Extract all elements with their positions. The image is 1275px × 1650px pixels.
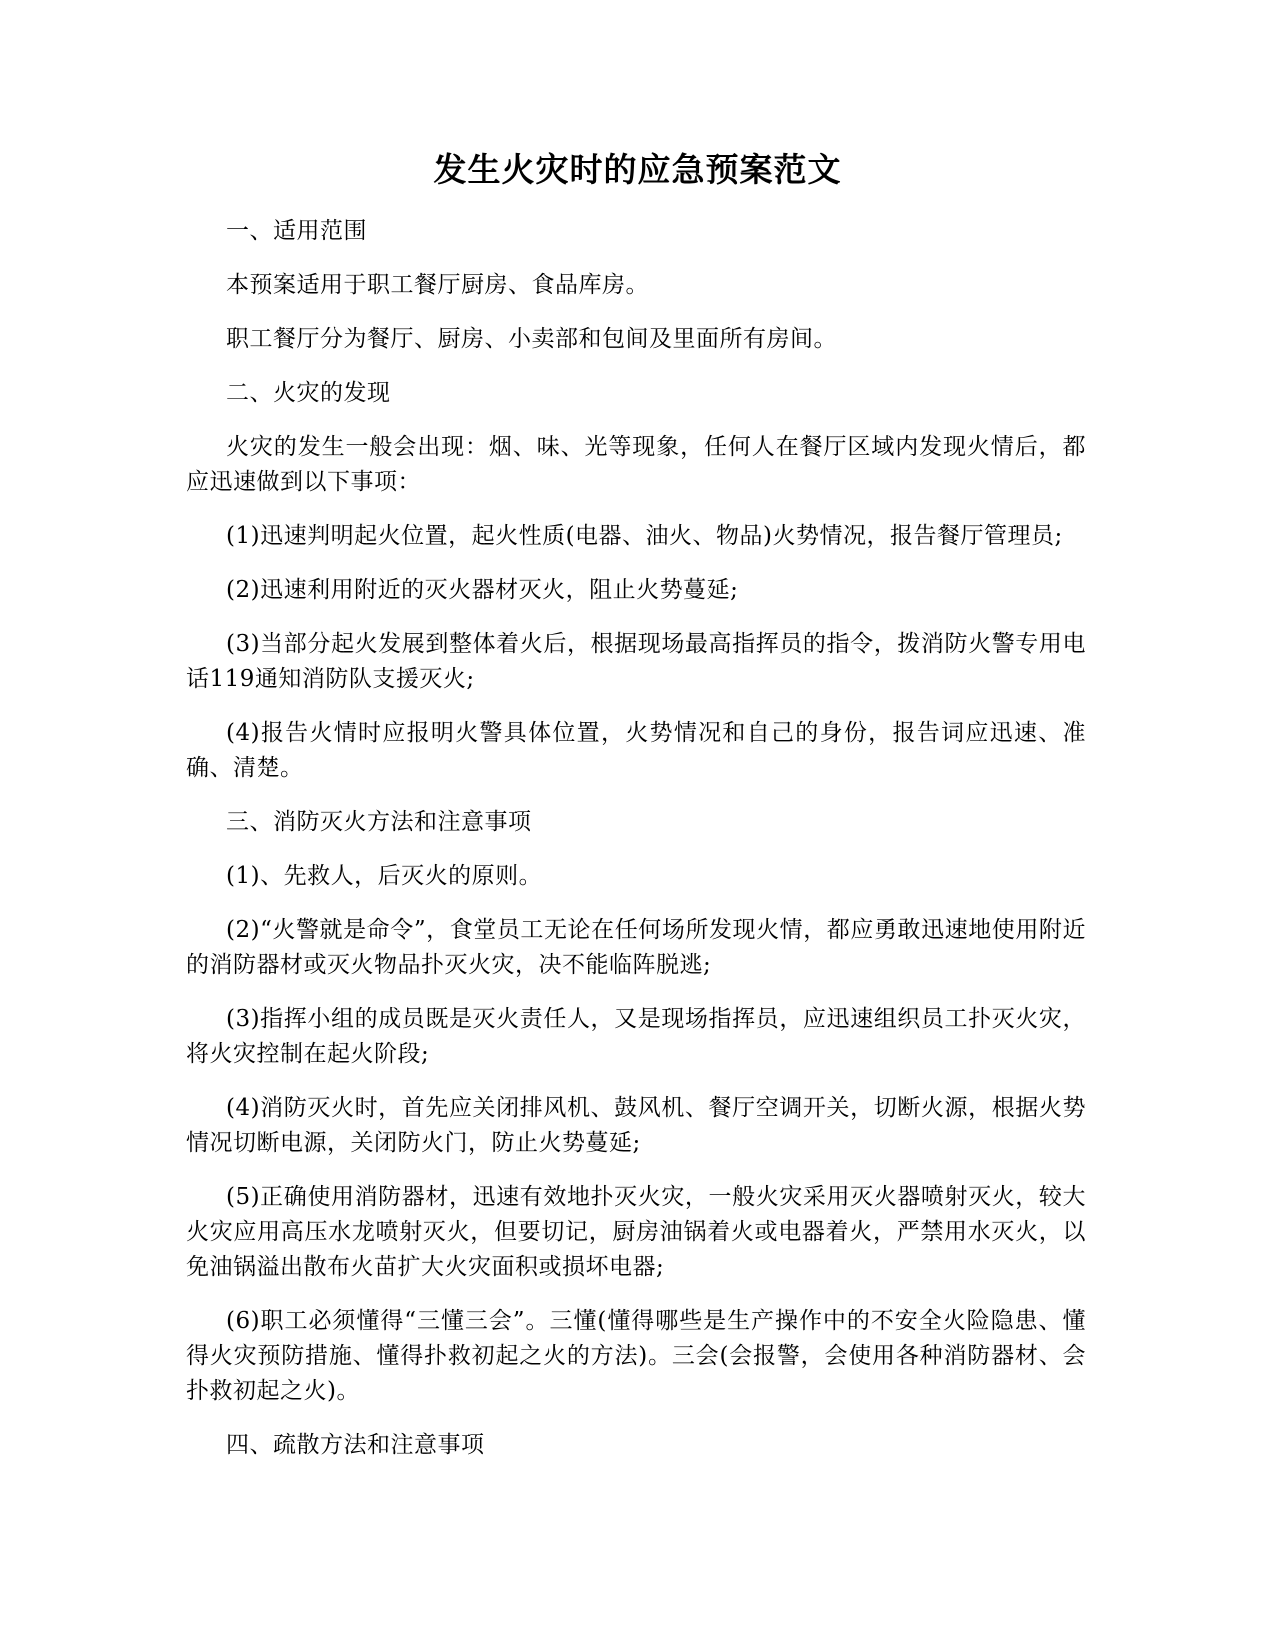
list-item: (4)报告火情时应报明火警具体位置，火势情况和自己的身份，报告词应迅速、准确、清楚。 bbox=[186, 720, 1086, 781]
document-title: 发生火灾时的应急预案范文 bbox=[433, 150, 842, 189]
paragraph: 本预案适用于职工餐厅厨房、食品库房。 bbox=[226, 272, 649, 298]
document-body bbox=[186, 214, 1086, 1482]
paragraph: 职工餐厅分为餐厅、厨房、小卖部和包间及里面所有房间。 bbox=[226, 326, 837, 352]
list-item: (3)指挥小组的成员既是灭火责任人，又是现场指挥员，应迅速组织员工扑灭火灾，将火灾控制在起火阶段; bbox=[186, 1006, 1086, 1067]
paragraph: 火灾的发生一般会出现：烟、味、光等现象，任何人在餐厅区域内发现火情后，都应迅速做到以下事项： bbox=[186, 434, 1086, 495]
section-heading-discovery: 二、火灾的发现 bbox=[226, 380, 391, 406]
list-item: (2)迅速利用附近的灭火器材灭火，阻止火势蔓延; bbox=[226, 577, 739, 603]
list-item: (6)职工必须懂得“三懂三会”。三懂(懂得哪些是生产操作中的不安全火险隐患、懂得火灾预防措施、懂得扑救初起之火的方法)。三会(会报警，会使用各种消防器材、会扑救初起之火)。 bbox=[186, 1308, 1086, 1404]
list-item: (4)消防灭火时，首先应关闭排风机、鼓风机、餐厅空调开关，切断火源，根据火势情况切断电源，关闭防火门，防止火势蔓延; bbox=[186, 1095, 1086, 1156]
list-item: (1)迅速判明起火位置，起火性质(电器、油火、物品)火势情况，报告餐厅管理员; bbox=[226, 523, 1063, 549]
section-heading-firefighting: 三、消防灭火方法和注意事项 bbox=[226, 809, 532, 835]
list-item: (5)正确使用消防器材，迅速有效地扑灭火灾，一般火灾采用灭火器喷射灭火，较大火灾应用高压水龙喷射灭火，但要切记，厨房油锅着火或电器着火，严禁用水灭火，以免油锅溢出散布火苗扩大火灾面积或损坏电器; bbox=[186, 1184, 1086, 1280]
list-item: (1)、先救人，后灭火的原则。 bbox=[226, 863, 543, 889]
section-heading-evacuation: 四、疏散方法和注意事项 bbox=[226, 1432, 485, 1458]
list-item: (3)当部分起火发展到整体着火后，根据现场最高指挥员的指令，拨消防火警专用电话119通知消防队支援灭火; bbox=[186, 631, 1086, 692]
list-item: (2)“火警就是命令”，食堂员工无论在任何场所发现火情，都应勇敢迅速地使用附近的消防器材或灭火物品扑灭火灾，决不能临阵脱逃; bbox=[186, 917, 1086, 978]
section-heading-scope: 一、适用范围 bbox=[226, 218, 367, 244]
